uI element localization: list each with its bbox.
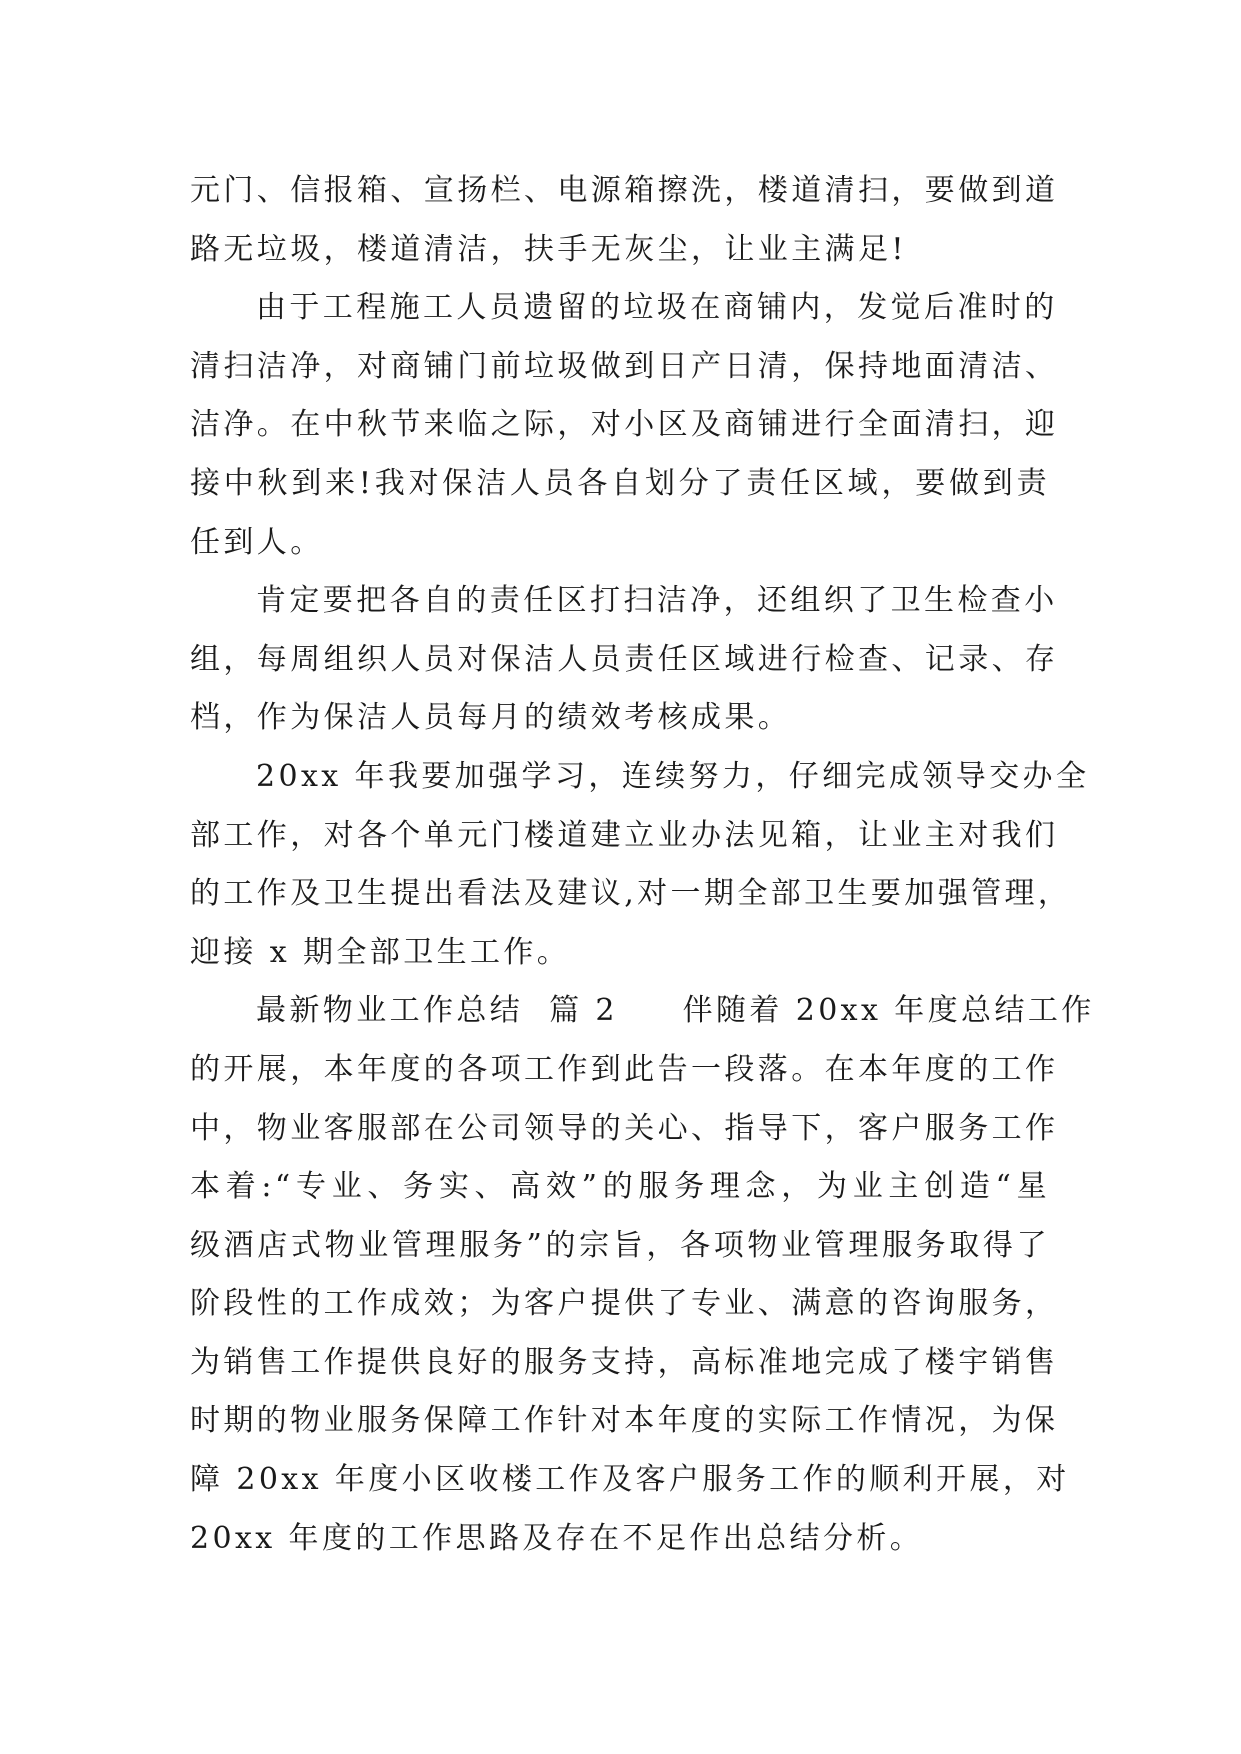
paragraph-5 xyxy=(190,982,1095,1568)
text-line: 部工作，对各个单元门楼道建立业办法见箱，让业主对我们 xyxy=(190,817,1059,853)
text-line: 20xx 年我要加强学习，连续努力，仔细完成领导交办全 xyxy=(256,758,1090,794)
text-line: 时期的物业服务保障工作针对本年度的实际工作情况，为保 xyxy=(190,1403,1059,1439)
document-body xyxy=(190,162,1095,1568)
text-line: 路无垃圾，楼道清洁，扶手无灰尘，让业主满足! xyxy=(190,231,907,267)
text-line: 阶段性的工作成效；为客户提供了专业、满意的咨询服务， xyxy=(190,1286,1059,1322)
text-line: 20xx 年度的工作思路及存在不足作出总结分析。 xyxy=(190,1520,924,1556)
text-line: 本着:“专业、务实、高效”的服务理念，为业主创造“星 xyxy=(190,1169,1050,1205)
text-line: 级酒店式物业管理服务”的宗旨，各项物业管理服务取得了 xyxy=(190,1227,1050,1263)
paragraph-2 xyxy=(190,279,1059,572)
paragraph-1 xyxy=(190,162,1059,279)
text-line: 障 20xx 年度小区收楼工作及客户服务工作的顺利开展，对 xyxy=(190,1462,1070,1498)
paragraph-4 xyxy=(190,748,1090,982)
text-line: 迎接 x 期全部卫生工作。 xyxy=(190,934,571,970)
text-line: 的开展，本年度的各项工作到此告一段落。在本年度的工作 xyxy=(190,1051,1059,1087)
text-line: 肯定要把各自的责任区打扫洁净，还组织了卫生检查小 xyxy=(256,583,1058,619)
text-line: 接中秋到来!我对保洁人员各自划分了责任区域，要做到责 xyxy=(190,465,1050,501)
text-line: 清扫洁净，对商铺门前垃圾做到日产日清，保持地面清洁、 xyxy=(190,348,1059,384)
text-line: 洁净。在中秋节来临之际，对小区及商铺进行全面清扫，迎 xyxy=(190,407,1059,443)
text-line: 为销售工作提供良好的服务支持，高标准地完成了楼宇销售 xyxy=(190,1344,1059,1380)
text-line: 元门、信报箱、宣扬栏、电源箱擦洗，楼道清扫，要做到道 xyxy=(190,173,1059,208)
text-line: 由于工程施工人员遗留的垃圾在商铺内，发觉后准时的 xyxy=(256,290,1058,326)
paragraph-3 xyxy=(190,572,1059,748)
text-line: 档，作为保洁人员每月的绩效考核成果。 xyxy=(190,700,792,736)
text-line: 中，物业客服部在公司领导的关心、指导下，客户服务工作 xyxy=(190,1110,1059,1146)
text-line: 的工作及卫生提出看法及建议,对一期全部卫生要加强管理， xyxy=(190,876,1072,912)
text-line: 任到人。 xyxy=(190,524,324,560)
text-line: 组，每周组织人员对保洁人员责任区域进行检查、记录、存 xyxy=(190,641,1059,677)
section-heading-line: 最新物业工作总结 篇 2 伴随着 20xx 年度总结工作 xyxy=(256,993,1095,1029)
